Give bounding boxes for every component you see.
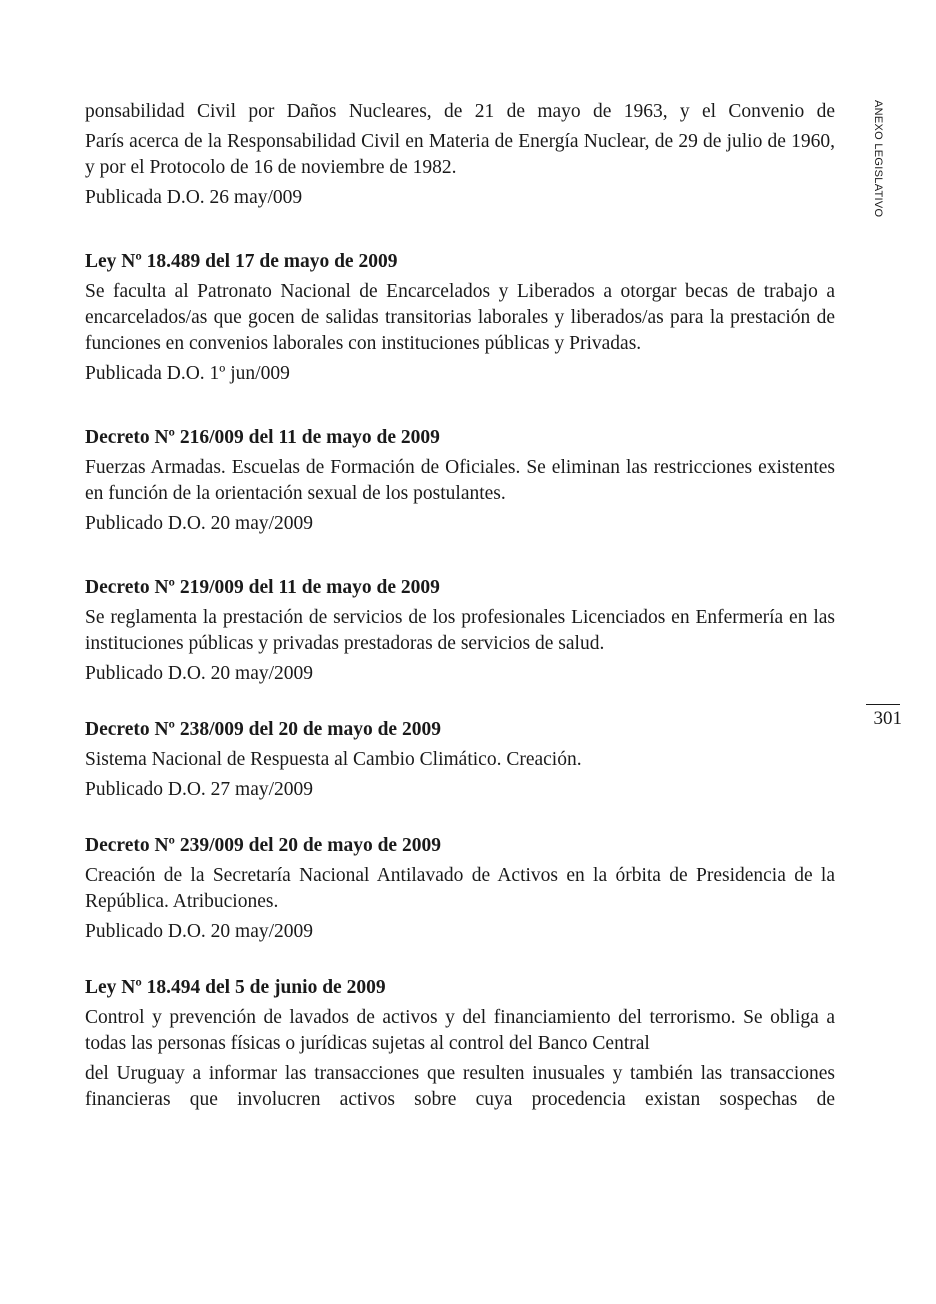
legal-entry-decreto-219 [85, 575, 835, 687]
entry-description: Sistema Nacional de Respuesta al Cambio Climático. Creación. [85, 749, 582, 770]
running-header-text: ANEXO LEGISLATIVO [872, 100, 884, 218]
running-header-label [870, 100, 884, 240]
intro-line-2: París acerca de la Responsabilidad Civil en Materia de Energía Nuclear, de 29 de julio de 1960, y por el Protocolo de 16 de noviembre de 1982. [85, 131, 835, 178]
entry-publication: Publicado D.O. 20 may/2009 [85, 513, 314, 534]
entry-publication: Publicado D.O. 20 may/2009 [85, 663, 314, 684]
entry-description: Creación de la Secretaría Nacional Antilavado de Activos en la órbita de Presidencia de la República. Atribuciones. [85, 865, 835, 912]
legal-entry-decreto-238 [85, 717, 835, 803]
entry-title: Decreto Nº 216/009 del 11 de mayo de 2009 [85, 427, 440, 448]
entry-title: Decreto Nº 219/009 del 11 de mayo de 2009 [85, 577, 440, 598]
entry-title: Decreto Nº 238/009 del 20 de mayo de 2009 [85, 719, 441, 740]
entry-description-continued: del Uruguay a informar las transacciones que resulten inusuales y también las transacciones financieras que involucren activos sobre cuya procedencia existan sospechas de [85, 1063, 835, 1110]
legal-entry-ley-18489 [85, 249, 835, 387]
legal-entry-decreto-239 [85, 833, 835, 945]
intro-line-1: ponsabilidad Civil por Daños Nucleares, de 21 de mayo de 1963, y el Convenio de [85, 101, 835, 122]
legal-entry-decreto-216 [85, 425, 835, 537]
entry-publication: Publicado D.O. 20 may/2009 [85, 921, 314, 942]
entry-title: Ley Nº 18.494 del 5 de junio de 2009 [85, 977, 386, 998]
entry-title: Decreto Nº 239/009 del 20 de mayo de 2009 [85, 835, 441, 856]
entry-description: Se reglamenta la prestación de servicios de los profesionales Licenciados en Enfermería en las instituciones públicas y privadas prestadoras de servicios de salud. [85, 607, 835, 654]
entry-description: Fuerzas Armadas. Escuelas de Formación de Oficiales. Se eliminan las restricciones existentes en función de la orientación sexual de los postulantes. [85, 457, 835, 504]
entry-publication: Publicado D.O. 27 may/2009 [85, 779, 314, 800]
entry-title: Ley Nº 18.489 del 17 de mayo de 2009 [85, 251, 398, 272]
entry-description: Se faculta al Patronato Nacional de Encarcelados y Liberados a otorgar becas de trabajo a encarcelados/as que gocen de salidas transitorias laborales y liberados/as para la prestación de funciones en convenios laborales con instituciones públicas y Privadas. [85, 281, 835, 354]
page-number: 301 [873, 708, 902, 729]
intro-continuation [85, 99, 835, 211]
page-number-rule [866, 704, 900, 705]
legal-entry-ley-18494 [85, 975, 835, 1113]
entry-description: Control y prevención de lavados de activos y del financiamiento del terrorismo. Se obliga a todas las personas físicas o jurídicas sujetas al control del Banco Central [85, 1007, 835, 1054]
intro-publication: Publicada D.O. 26 may/009 [85, 187, 303, 208]
entry-publication: Publicada D.O. 1º jun/009 [85, 363, 290, 384]
page-body [85, 99, 835, 1113]
